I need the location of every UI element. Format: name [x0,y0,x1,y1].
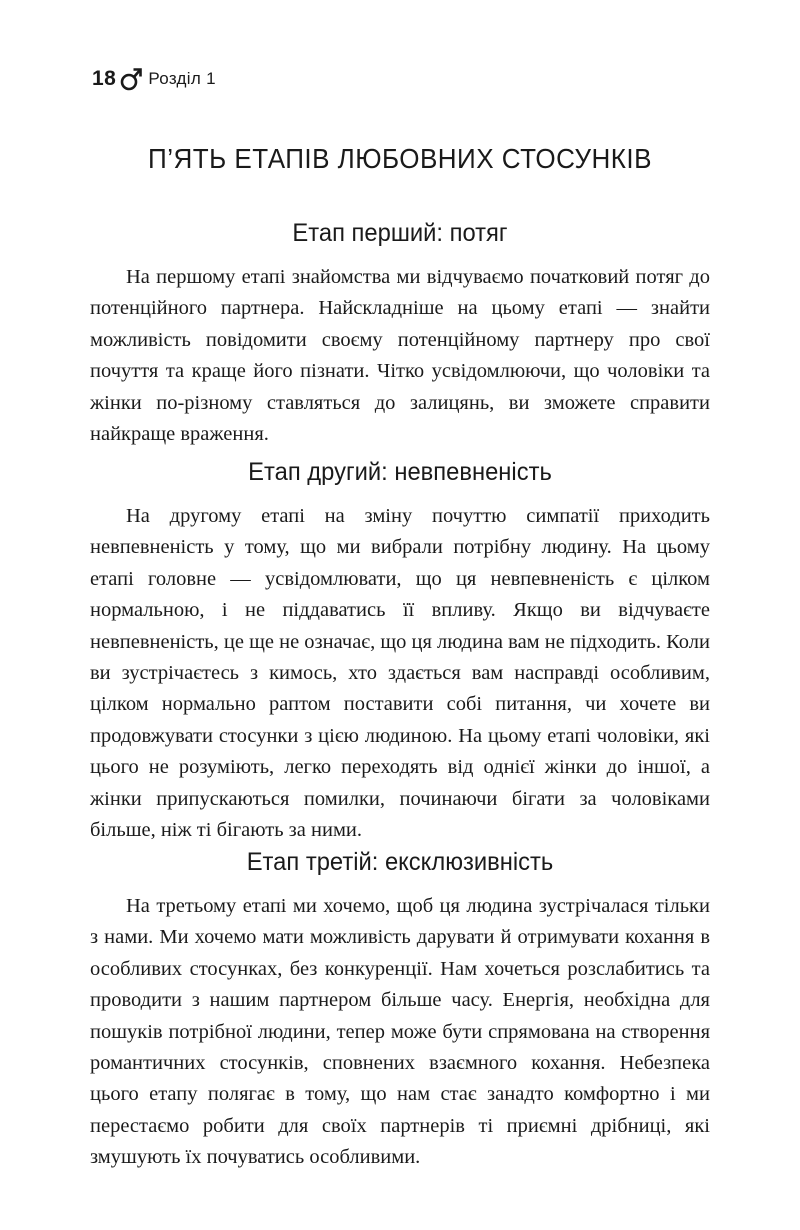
page-number: 18 [92,67,117,90]
section-paragraph-uncertainty: На другому етапі на зміну почуттю симпатії приходить невпевненість у тому, що ми вибрали потрібну людину. На цьому етапі головне — усвідомлювати, що ця невпевненість є цілком нормальною, і не піддаватись її впливу. Якщо ви відчуваєте невпевненість, це ще не означає, що ця людина вам не підходить. Коли ви зустрічаєтесь з кимось, хто здається вам насправді особливим, цілком нормально раптом поставити собі питання, чи хочете ви продовжувати стосунки з цією людиною. На цьому етапі чоловіки, які цього не розуміють, легко переходять від однієї жінки до іншої, а жінки припускаються помилки, починаючи бігати за чоловіками більше, ніж ті бігають за ними. [90,505,710,842]
section-paragraph-exclusivity: На третьому етапі ми хочемо, щоб ця людина зустрічалася тільки з нами. Ми хочемо мати можливість дарувати й отримувати кохання в особливих стосунках, без конкуренції. Нам хочеться розслабитись та проводити з нашим партнером більше часу. Енергія, необхідна для пошуків потрібної людини, тепер може бути спрямована на створення романтичних стосунків, сповнених взаємного кохання. Небезпека цього етапу полягає в тому, що нам стає занадто комфортно і ми перестаємо робити для своїх партнерів ті приємні дрібниці, які змушують їх почуватись особливими. [90,895,710,1169]
page-title: П’ЯТЬ ЕТАПІВ ЛЮБОВНИХ СТОСУНКІВ [148,143,652,174]
section-paragraph-attraction: На першому етапі знайомства ми відчуваємо початковий потяг до потенційного партнера. Найскладніше на цьому етапі — знайти можливість повідомити своєму потенційному партнеру про свої почуття та краще його пізнати. Чітко усвідомлюючи, що чоловіки та жінки по-різному ставляться до залицянь, ви зможете справити найкраще враження. [90,266,710,446]
section-heading-attraction: Етап перший: потяг [292,219,508,247]
running-header [92,64,216,94]
male-symbol-icon [120,66,142,92]
chapter-label: Розділ 1 [148,69,216,88]
section-heading-exclusivity: Етап третій: ексклюзивність [246,848,554,876]
section-heading-uncertainty: Етап другий: невпевненість [248,458,552,486]
